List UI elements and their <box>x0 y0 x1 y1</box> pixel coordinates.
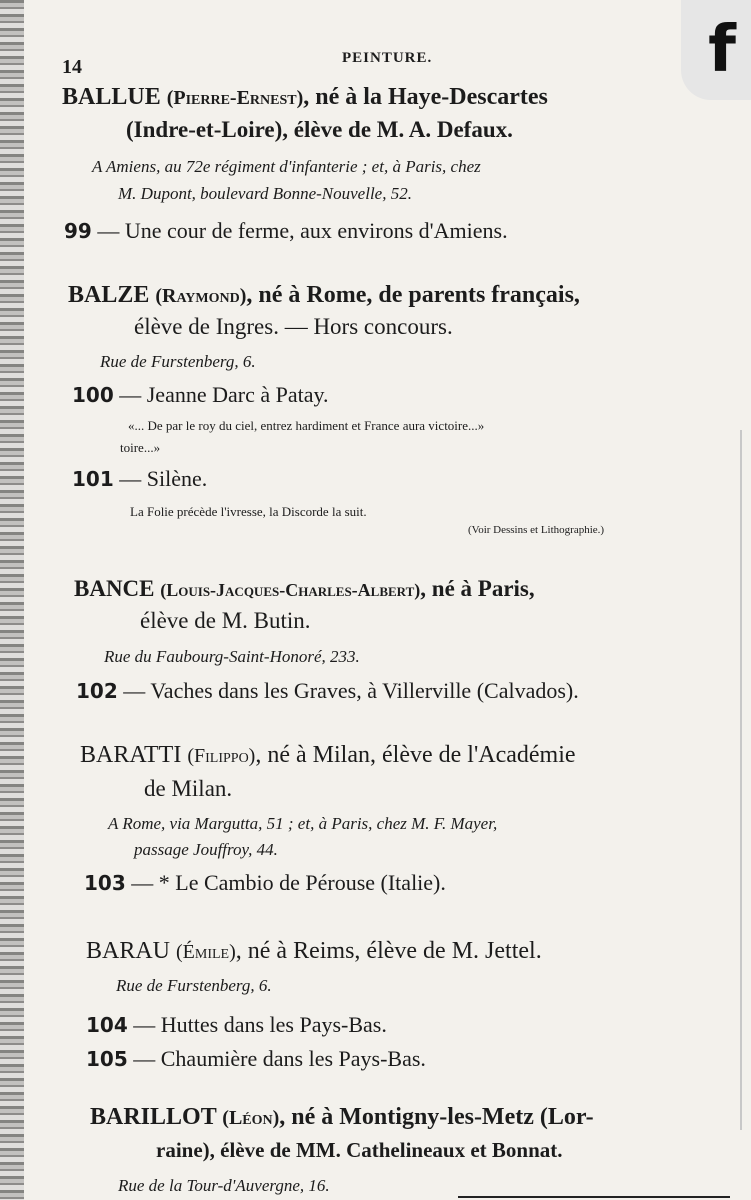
artwork-entry <box>86 1046 426 1072</box>
artwork-entry <box>86 1012 387 1038</box>
artist-surname: BARATTI <box>80 742 182 768</box>
artist-heading <box>80 742 576 769</box>
artist-birth-info: , né à Reims, élève de M. Jettel. <box>235 938 542 964</box>
artist-surname: BARAU <box>86 938 171 964</box>
artwork-title: — Silène. <box>113 466 208 491</box>
artwork-quote-cont: toire...» <box>120 440 161 455</box>
artwork-entry <box>72 466 207 492</box>
artist-continuation: élève de Ingres. — Hors concours. <box>134 314 453 339</box>
artist-address: Rue de Furstenberg, 6. <box>100 352 256 371</box>
artist-given-name: (Filippo) <box>187 745 256 767</box>
artwork-entry <box>84 870 446 896</box>
artist-continuation: (Indre-et-Loire), élève de M. A. Defaux. <box>126 117 513 142</box>
artist-heading <box>90 1104 594 1131</box>
running-title: PEINTURE. <box>342 50 433 66</box>
artist-given-name: (Louis-Jacques-Charles-Albert) <box>160 580 421 600</box>
catalog-number: 105 <box>86 1047 128 1071</box>
artist-given-name: (Pierre-Ernest) <box>166 87 304 109</box>
artist-address: A Rome, via Margutta, 51 ; et, à Paris, chez M. F. Mayer, <box>108 814 498 833</box>
artist-address-cont: M. Dupont, boulevard Bonne-Nouvelle, 52. <box>118 184 412 203</box>
artwork-quote: La Folie précède l'ivresse, la Discorde la suit. <box>130 504 367 519</box>
artist-address: Rue de la Tour-d'Auvergne, 16. <box>118 1176 330 1195</box>
artwork-quote: «... De par le roy du ciel, entrez hardiment et France aura victoire...» <box>128 418 485 433</box>
artwork-title: — Chaumière dans les Pays-Bas. <box>127 1046 426 1071</box>
artist-birth-info: , né à Milan, élève de l'Académie <box>255 742 576 768</box>
catalog-number: 99 <box>64 219 92 243</box>
artist-surname: BALLUE <box>62 84 161 110</box>
catalog-number: 103 <box>84 871 126 895</box>
artist-address-cont: passage Jouffroy, 44. <box>134 840 278 859</box>
catalog-number: 100 <box>72 383 114 407</box>
artwork-title: — * Le Cambio de Pérouse (Italie). <box>125 870 446 895</box>
app-logo-badge[interactable] <box>681 0 751 100</box>
artist-address: Rue du Faubourg-Saint-Honoré, 233. <box>104 647 360 666</box>
artist-heading <box>68 282 580 309</box>
artist-address: Rue de Furstenberg, 6. <box>116 976 272 995</box>
artwork-entry <box>64 218 508 244</box>
artist-surname: BANCE <box>74 576 155 601</box>
artist-birth-info: , né à la Haye-Descartes <box>303 84 548 110</box>
artist-given-name: (Léon) <box>222 1107 280 1129</box>
artwork-title: — Huttes dans les Pays-Bas. <box>127 1012 387 1037</box>
artist-heading <box>62 84 548 111</box>
underline-rule <box>458 1196 730 1198</box>
artist-heading <box>74 576 535 602</box>
artwork-title: — Vaches dans les Graves, à Villerville (Calvados). <box>117 678 579 703</box>
artist-heading <box>86 938 542 965</box>
artist-continuation: de Milan. <box>144 776 233 801</box>
artwork-title: — Une cour de ferme, aux environs d'Amiens. <box>91 218 508 243</box>
artist-birth-info: , né à Rome, de parents français, <box>246 282 580 308</box>
artwork-title: — Jeanne Darc à Patay. <box>113 382 329 407</box>
artist-continuation: élève de M. Butin. <box>140 608 311 633</box>
right-edge-shadow <box>740 430 742 1130</box>
catalog-number: 104 <box>86 1013 128 1037</box>
catalog-number: 102 <box>76 679 118 703</box>
artist-given-name: (Émile) <box>176 941 236 963</box>
artist-birth-info: , né à Montigny-les-Metz (Lor- <box>279 1104 594 1130</box>
book-binding <box>0 0 24 1200</box>
artwork-entry <box>76 678 579 704</box>
catalog-number: 101 <box>72 467 114 491</box>
artist-address: A Amiens, au 72e régiment d'infanterie ; et, à Paris, chez <box>92 157 481 176</box>
artwork-entry <box>72 382 329 408</box>
artist-surname: BARILLOT <box>90 1104 217 1130</box>
artist-continuation: raine), élève de MM. Cathelineaux et Bonnat. <box>156 1138 563 1162</box>
logo-glyph: f <box>708 13 736 87</box>
artist-surname: BALZE <box>68 282 150 308</box>
artist-given-name: (Raymond) <box>155 285 247 307</box>
cross-reference: (Voir Dessins et Lithographie.) <box>468 524 605 536</box>
artist-birth-info: , né à Paris, <box>420 576 535 601</box>
page-number: 14 <box>62 56 82 78</box>
